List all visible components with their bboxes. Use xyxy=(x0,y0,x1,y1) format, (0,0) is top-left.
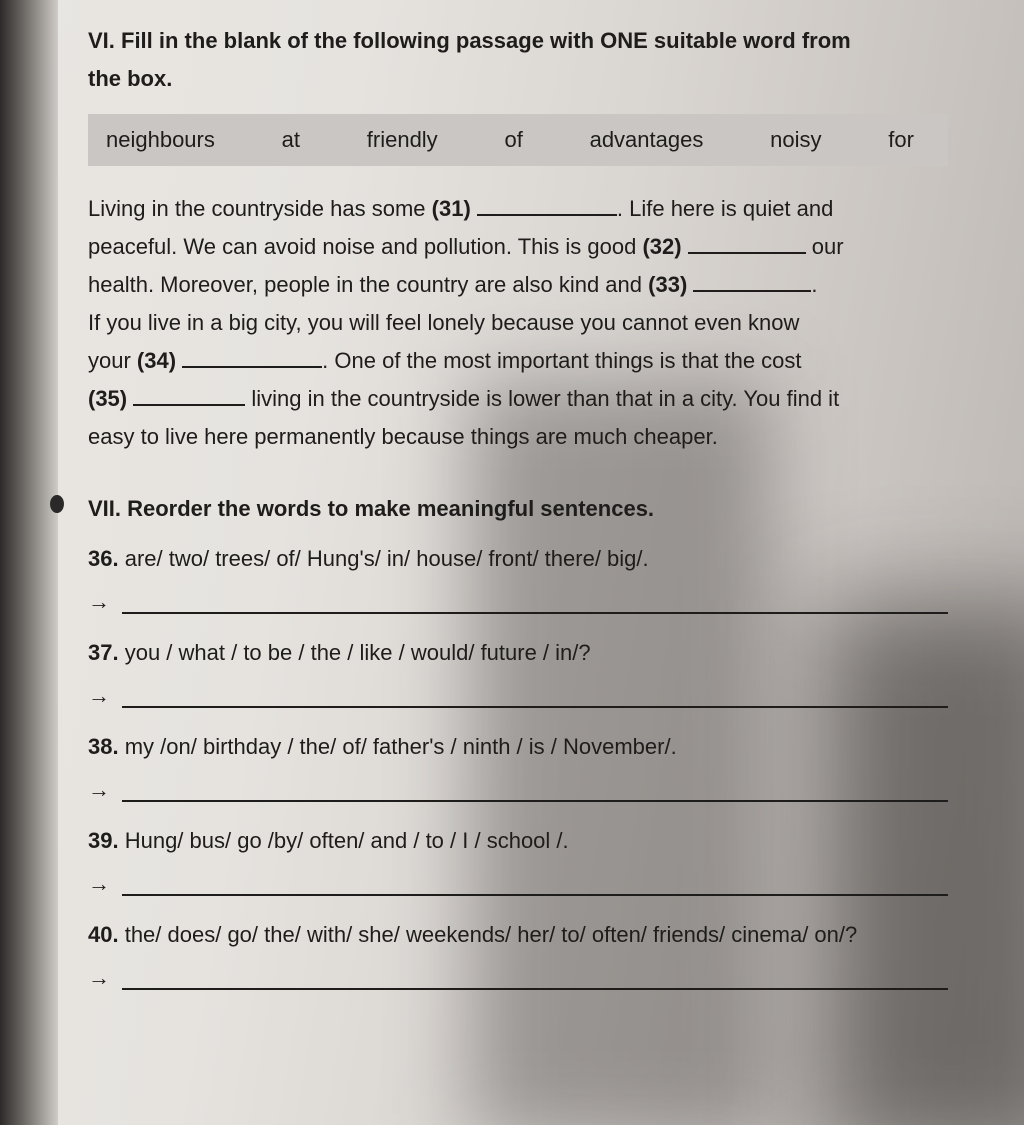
arrow-right-icon: → xyxy=(88,683,110,708)
reorder-item xyxy=(88,730,948,810)
blank-35[interactable] xyxy=(133,386,245,406)
reorder-prompt xyxy=(88,730,948,764)
passage xyxy=(88,190,948,456)
blank-34[interactable] xyxy=(182,348,322,368)
passage-line: If you live in a big city, you will feel lonely because you cannot even know xyxy=(88,310,800,335)
reorder-prompt xyxy=(88,824,948,858)
arrow-right-icon: → xyxy=(88,965,110,990)
passage-line xyxy=(88,342,948,380)
reorder-item xyxy=(88,636,948,716)
passage-text: . One of the most important things is that the cost xyxy=(322,348,802,373)
blank-number-35: (35) xyxy=(88,386,128,411)
item-words: are/ two/ trees/ of/ Hung's/ in/ house/ front/ there/ big/. xyxy=(118,546,649,571)
item-words: my /on/ birthday / the/ of/ father's / ninth / is / November/. xyxy=(118,734,677,759)
blank-number-32: (32) xyxy=(642,234,682,259)
passage-line: easy to live here permanently because things are much cheaper. xyxy=(88,424,718,449)
item-number: 39. xyxy=(88,828,119,853)
item-words: Hung/ bus/ go /by/ often/ and / to / I / school /. xyxy=(118,828,569,853)
answer-line[interactable] xyxy=(122,872,948,896)
item-number: 40. xyxy=(88,922,119,947)
reorder-item xyxy=(88,824,948,904)
passage-line xyxy=(88,190,948,228)
worksheet-content xyxy=(88,22,948,998)
blank-number-34: (34) xyxy=(136,348,177,373)
answer-line[interactable] xyxy=(122,684,948,708)
answer-row xyxy=(88,676,948,716)
blank-number-31: (31) xyxy=(431,196,471,221)
answer-line[interactable] xyxy=(122,590,948,614)
blank-33[interactable] xyxy=(693,272,811,292)
answer-row xyxy=(88,958,948,998)
answer-line[interactable] xyxy=(122,778,948,802)
section-7-heading: VII. Reorder the words to make meaningful sentences. xyxy=(88,496,655,521)
item-words: you / what / to be / the / like / would/ future / in/? xyxy=(118,640,591,665)
passage-text: our xyxy=(805,234,844,259)
word-box-item: noisy xyxy=(770,127,822,152)
reorder-prompt xyxy=(88,542,948,576)
passage-text: Living in the countryside has some xyxy=(88,196,432,221)
arrow-right-icon: → xyxy=(88,777,110,802)
passage-line xyxy=(88,380,948,418)
blank-32[interactable] xyxy=(688,234,806,254)
answer-row xyxy=(88,864,948,904)
section-bullet-icon xyxy=(50,495,64,513)
section-6-heading-line1: VI. Fill in the blank of the following passage with ONE suitable word from xyxy=(88,28,851,53)
reorder-prompt xyxy=(88,918,948,952)
item-number: 37. xyxy=(88,640,119,665)
section-6-heading xyxy=(88,22,948,98)
passage-line xyxy=(88,266,948,304)
section-6-heading-line2: the box. xyxy=(88,66,173,91)
passage-text: your xyxy=(88,348,137,373)
word-box xyxy=(88,114,948,166)
word-box-item: for xyxy=(888,127,914,152)
arrow-right-icon: → xyxy=(88,871,110,896)
passage-text: . Life here is quiet and xyxy=(616,196,834,221)
passage-text: peaceful. We can avoid noise and pollution. This is good xyxy=(88,234,643,259)
answer-row xyxy=(88,770,948,810)
item-number: 38. xyxy=(88,734,119,759)
arrow-right-icon: → xyxy=(88,589,110,614)
item-number: 36. xyxy=(88,546,119,571)
word-box-item: friendly xyxy=(366,127,438,152)
passage-text: . xyxy=(811,272,818,297)
blank-number-33: (33) xyxy=(648,272,688,297)
blank-31[interactable] xyxy=(477,196,617,216)
passage-text: health. Moreover, people in the country are also kind and xyxy=(88,272,649,297)
reorder-item xyxy=(88,918,948,998)
answer-row xyxy=(88,582,948,622)
word-box-item: of xyxy=(504,127,523,152)
reorder-item xyxy=(88,542,948,622)
book-binding xyxy=(0,0,58,1125)
answer-line[interactable] xyxy=(122,966,948,990)
word-box-item: advantages xyxy=(589,127,704,152)
word-box-item: at xyxy=(281,127,300,152)
passage-text: living in the countryside is lower than that in a city. You find it xyxy=(245,386,840,411)
reorder-prompt xyxy=(88,636,948,670)
word-box-item: neighbours xyxy=(106,127,215,152)
item-words: the/ does/ go/ the/ with/ she/ weekends/ her/ to/ often/ friends/ cinema/ on/? xyxy=(118,922,858,947)
passage-line xyxy=(88,228,948,266)
